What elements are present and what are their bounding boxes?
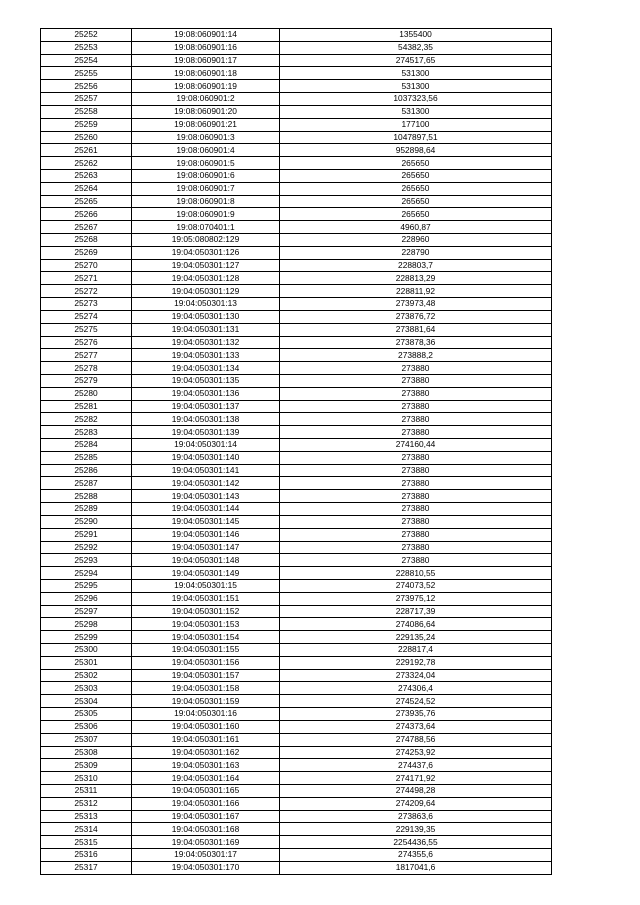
cadastral-number-cell: 19:04:050301:167 [132, 810, 280, 823]
table-row [41, 579, 552, 592]
cadastral-number-cell: 19:04:050301:133 [132, 349, 280, 362]
value-cell: 273880 [280, 362, 552, 375]
row-number-cell: 25301 [41, 656, 132, 669]
table-row [41, 234, 552, 247]
table-row [41, 195, 552, 208]
table-row [41, 298, 552, 311]
value-cell: 274086,64 [280, 618, 552, 631]
value-cell: 229135,24 [280, 631, 552, 644]
value-cell: 273878,36 [280, 336, 552, 349]
table-row [41, 861, 552, 874]
value-cell: 229192,78 [280, 656, 552, 669]
cadastral-number-cell: 19:04:050301:169 [132, 836, 280, 849]
table-row [41, 310, 552, 323]
row-number-cell: 25279 [41, 374, 132, 387]
row-number-cell: 25256 [41, 80, 132, 93]
row-number-cell: 25285 [41, 451, 132, 464]
value-cell: 273880 [280, 515, 552, 528]
cadastral-number-cell: 19:08:060901:5 [132, 157, 280, 170]
table-row [41, 490, 552, 503]
row-number-cell: 25262 [41, 157, 132, 170]
cadastral-number-cell: 19:04:050301:146 [132, 528, 280, 541]
table-row [41, 528, 552, 541]
value-cell: 273863,6 [280, 810, 552, 823]
table-row [41, 272, 552, 285]
table-row [41, 733, 552, 746]
row-number-cell: 25277 [41, 349, 132, 362]
row-number-cell: 25254 [41, 54, 132, 67]
value-cell: 265650 [280, 182, 552, 195]
cadastral-number-cell: 19:04:050301:134 [132, 362, 280, 375]
table-row [41, 797, 552, 810]
table-row [41, 669, 552, 682]
value-cell: 273880 [280, 477, 552, 490]
row-number-cell: 25316 [41, 849, 132, 862]
cadastral-number-cell: 19:04:050301:151 [132, 592, 280, 605]
row-number-cell: 25255 [41, 67, 132, 80]
value-cell: 228717,39 [280, 605, 552, 618]
row-number-cell: 25314 [41, 823, 132, 836]
value-cell: 273880 [280, 400, 552, 413]
table-row [41, 54, 552, 67]
value-cell: 273880 [280, 374, 552, 387]
table-row [41, 208, 552, 221]
row-number-cell: 25269 [41, 246, 132, 259]
row-number-cell: 25289 [41, 503, 132, 516]
value-cell: 265650 [280, 195, 552, 208]
row-number-cell: 25271 [41, 272, 132, 285]
table-row [41, 413, 552, 426]
row-number-cell: 25275 [41, 323, 132, 336]
row-number-cell: 25292 [41, 541, 132, 554]
cadastral-number-cell: 19:04:050301:142 [132, 477, 280, 490]
value-cell: 228811,92 [280, 285, 552, 298]
row-number-cell: 25308 [41, 746, 132, 759]
row-number-cell: 25294 [41, 567, 132, 580]
value-cell: 229139,35 [280, 823, 552, 836]
cadastral-number-cell: 19:04:050301:160 [132, 720, 280, 733]
row-number-cell: 25299 [41, 631, 132, 644]
value-cell: 1037323,56 [280, 93, 552, 106]
table-row [41, 400, 552, 413]
value-cell: 274073,52 [280, 579, 552, 592]
value-cell: 273880 [280, 413, 552, 426]
value-cell: 274498,28 [280, 784, 552, 797]
cadastral-number-cell: 19:04:050301:157 [132, 669, 280, 682]
row-number-cell: 25286 [41, 464, 132, 477]
cadastral-number-cell: 19:08:060901:17 [132, 54, 280, 67]
row-number-cell: 25265 [41, 195, 132, 208]
cadastral-number-cell: 19:04:050301:155 [132, 644, 280, 657]
cadastral-number-cell: 19:04:050301:129 [132, 285, 280, 298]
row-number-cell: 25295 [41, 579, 132, 592]
value-cell: 228960 [280, 234, 552, 247]
value-cell: 531300 [280, 105, 552, 118]
cadastral-number-cell: 19:04:050301:163 [132, 759, 280, 772]
row-number-cell: 25313 [41, 810, 132, 823]
table-row [41, 836, 552, 849]
row-number-cell: 25263 [41, 169, 132, 182]
row-number-cell: 25272 [41, 285, 132, 298]
table-row [41, 221, 552, 234]
row-number-cell: 25284 [41, 439, 132, 452]
table-row [41, 29, 552, 42]
row-number-cell: 25296 [41, 592, 132, 605]
table-row [41, 746, 552, 759]
cadastral-number-cell: 19:04:050301:135 [132, 374, 280, 387]
table-row [41, 362, 552, 375]
cadastral-number-cell: 19:04:050301:15 [132, 579, 280, 592]
table-row [41, 695, 552, 708]
row-number-cell: 25252 [41, 29, 132, 42]
row-number-cell: 25253 [41, 41, 132, 54]
cadastral-number-cell: 19:04:050301:144 [132, 503, 280, 516]
value-cell: 177100 [280, 118, 552, 131]
cadastral-number-cell: 19:04:050301:140 [132, 451, 280, 464]
table-row [41, 503, 552, 516]
row-number-cell: 25293 [41, 554, 132, 567]
cadastral-number-cell: 19:08:060901:19 [132, 80, 280, 93]
cadastral-number-cell: 19:08:060901:16 [132, 41, 280, 54]
table-row [41, 541, 552, 554]
row-number-cell: 25288 [41, 490, 132, 503]
value-cell: 274306,4 [280, 682, 552, 695]
value-cell: 273324,04 [280, 669, 552, 682]
row-number-cell: 25305 [41, 708, 132, 721]
value-cell: 273881,64 [280, 323, 552, 336]
table-row [41, 708, 552, 721]
value-cell: 274437,6 [280, 759, 552, 772]
row-number-cell: 25291 [41, 528, 132, 541]
cadastral-number-cell: 19:04:050301:16 [132, 708, 280, 721]
cadastral-number-cell: 19:08:060901:21 [132, 118, 280, 131]
cadastral-number-cell: 19:04:050301:17 [132, 849, 280, 862]
row-number-cell: 25282 [41, 413, 132, 426]
cadastral-number-cell: 19:04:050301:127 [132, 259, 280, 272]
table-row [41, 554, 552, 567]
row-number-cell: 25287 [41, 477, 132, 490]
cadastral-number-cell: 19:04:050301:162 [132, 746, 280, 759]
value-cell: 273975,12 [280, 592, 552, 605]
cadastral-number-cell: 19:04:050301:145 [132, 515, 280, 528]
table-row [41, 567, 552, 580]
row-number-cell: 25302 [41, 669, 132, 682]
value-cell: 273880 [280, 541, 552, 554]
value-cell: 273973,48 [280, 298, 552, 311]
value-cell: 273880 [280, 387, 552, 400]
cadastral-number-cell: 19:04:050301:154 [132, 631, 280, 644]
table-row [41, 426, 552, 439]
cadastral-number-cell: 19:04:050301:137 [132, 400, 280, 413]
row-number-cell: 25267 [41, 221, 132, 234]
value-cell: 1817041,6 [280, 861, 552, 874]
value-cell: 1047897,51 [280, 131, 552, 144]
table-row [41, 144, 552, 157]
table-row [41, 644, 552, 657]
cadastral-number-cell: 19:04:050301:161 [132, 733, 280, 746]
value-cell: 265650 [280, 208, 552, 221]
row-number-cell: 25283 [41, 426, 132, 439]
table-row [41, 784, 552, 797]
value-cell: 228813,29 [280, 272, 552, 285]
value-cell: 273876,72 [280, 310, 552, 323]
cadastral-number-cell: 19:04:050301:139 [132, 426, 280, 439]
value-cell: 273880 [280, 464, 552, 477]
table-row [41, 259, 552, 272]
data-table [40, 28, 552, 875]
row-number-cell: 25300 [41, 644, 132, 657]
table-row [41, 823, 552, 836]
row-number-cell: 25303 [41, 682, 132, 695]
table-row [41, 118, 552, 131]
row-number-cell: 25312 [41, 797, 132, 810]
table-row [41, 336, 552, 349]
cadastral-number-cell: 19:04:050301:168 [132, 823, 280, 836]
value-cell: 265650 [280, 157, 552, 170]
value-cell: 273880 [280, 503, 552, 516]
cadastral-number-cell: 19:04:050301:143 [132, 490, 280, 503]
row-number-cell: 25317 [41, 861, 132, 874]
value-cell: 228803,7 [280, 259, 552, 272]
cadastral-number-cell: 19:04:050301:156 [132, 656, 280, 669]
table-row [41, 810, 552, 823]
value-cell: 274355,6 [280, 849, 552, 862]
value-cell: 952898,64 [280, 144, 552, 157]
value-cell: 273880 [280, 554, 552, 567]
table-row [41, 618, 552, 631]
cadastral-number-cell: 19:04:050301:147 [132, 541, 280, 554]
value-cell: 4960,87 [280, 221, 552, 234]
table-row [41, 631, 552, 644]
value-cell: 274788,56 [280, 733, 552, 746]
cadastral-number-cell: 19:04:050301:149 [132, 567, 280, 580]
cadastral-number-cell: 19:04:050301:141 [132, 464, 280, 477]
cadastral-number-cell: 19:04:050301:138 [132, 413, 280, 426]
cadastral-number-cell: 19:04:050301:130 [132, 310, 280, 323]
cadastral-number-cell: 19:04:050301:14 [132, 439, 280, 452]
value-cell: 273880 [280, 490, 552, 503]
table-row [41, 131, 552, 144]
row-number-cell: 25297 [41, 605, 132, 618]
value-cell: 274171,92 [280, 772, 552, 785]
cadastral-number-cell: 19:04:050301:136 [132, 387, 280, 400]
cadastral-number-cell: 19:08:060901:6 [132, 169, 280, 182]
row-number-cell: 25268 [41, 234, 132, 247]
cadastral-number-cell: 19:04:050301:131 [132, 323, 280, 336]
cadastral-number-cell: 19:04:050301:170 [132, 861, 280, 874]
table-row [41, 656, 552, 669]
cadastral-number-cell: 19:04:050301:159 [132, 695, 280, 708]
table-row [41, 157, 552, 170]
table-row [41, 849, 552, 862]
table-body [41, 29, 552, 875]
value-cell: 274373,64 [280, 720, 552, 733]
cadastral-number-cell: 19:08:060901:7 [132, 182, 280, 195]
cadastral-number-cell: 19:08:060901:3 [132, 131, 280, 144]
cadastral-number-cell: 19:08:060901:20 [132, 105, 280, 118]
value-cell: 274160,44 [280, 439, 552, 452]
table-row [41, 285, 552, 298]
row-number-cell: 25281 [41, 400, 132, 413]
row-number-cell: 25274 [41, 310, 132, 323]
value-cell: 273880 [280, 426, 552, 439]
cadastral-number-cell: 19:04:050301:166 [132, 797, 280, 810]
table-row [41, 67, 552, 80]
row-number-cell: 25264 [41, 182, 132, 195]
cadastral-number-cell: 19:08:060901:8 [132, 195, 280, 208]
cadastral-number-cell: 19:08:070401:1 [132, 221, 280, 234]
cadastral-number-cell: 19:08:060901:9 [132, 208, 280, 221]
row-number-cell: 25315 [41, 836, 132, 849]
value-cell: 273935,76 [280, 708, 552, 721]
table-row [41, 182, 552, 195]
cadastral-number-cell: 19:05:080802:129 [132, 234, 280, 247]
row-number-cell: 25307 [41, 733, 132, 746]
row-number-cell: 25270 [41, 259, 132, 272]
table-row [41, 169, 552, 182]
cadastral-number-cell: 19:04:050301:152 [132, 605, 280, 618]
cadastral-number-cell: 19:04:050301:164 [132, 772, 280, 785]
value-cell: 531300 [280, 67, 552, 80]
value-cell: 2254436,55 [280, 836, 552, 849]
table-row [41, 451, 552, 464]
row-number-cell: 25298 [41, 618, 132, 631]
value-cell: 54382,35 [280, 41, 552, 54]
value-cell: 274524,52 [280, 695, 552, 708]
row-number-cell: 25259 [41, 118, 132, 131]
row-number-cell: 25273 [41, 298, 132, 311]
table-row [41, 464, 552, 477]
row-number-cell: 25266 [41, 208, 132, 221]
table-row [41, 720, 552, 733]
value-cell: 228790 [280, 246, 552, 259]
cadastral-number-cell: 19:04:050301:148 [132, 554, 280, 567]
cadastral-number-cell: 19:08:060901:2 [132, 93, 280, 106]
table-row [41, 605, 552, 618]
row-number-cell: 25278 [41, 362, 132, 375]
row-number-cell: 25310 [41, 772, 132, 785]
cadastral-number-cell: 19:04:050301:158 [132, 682, 280, 695]
value-cell: 228810,55 [280, 567, 552, 580]
table-row [41, 374, 552, 387]
value-cell: 228817,4 [280, 644, 552, 657]
table-row [41, 682, 552, 695]
table-row [41, 592, 552, 605]
table-row [41, 439, 552, 452]
cadastral-number-cell: 19:04:050301:128 [132, 272, 280, 285]
row-number-cell: 25311 [41, 784, 132, 797]
cadastral-number-cell: 19:04:050301:132 [132, 336, 280, 349]
value-cell: 274253,92 [280, 746, 552, 759]
cadastral-number-cell: 19:08:060901:18 [132, 67, 280, 80]
row-number-cell: 25280 [41, 387, 132, 400]
table-row [41, 246, 552, 259]
row-number-cell: 25257 [41, 93, 132, 106]
value-cell: 531300 [280, 80, 552, 93]
value-cell: 1355400 [280, 29, 552, 42]
row-number-cell: 25290 [41, 515, 132, 528]
cadastral-number-cell: 19:08:060901:14 [132, 29, 280, 42]
cadastral-number-cell: 19:04:050301:13 [132, 298, 280, 311]
table-row [41, 515, 552, 528]
cadastral-number-cell: 19:04:050301:126 [132, 246, 280, 259]
table-row [41, 477, 552, 490]
table-row [41, 80, 552, 93]
row-number-cell: 25261 [41, 144, 132, 157]
value-cell: 273880 [280, 528, 552, 541]
row-number-cell: 25258 [41, 105, 132, 118]
table-row [41, 387, 552, 400]
table-row [41, 93, 552, 106]
table-row [41, 772, 552, 785]
value-cell: 265650 [280, 169, 552, 182]
value-cell: 273888,2 [280, 349, 552, 362]
row-number-cell: 25304 [41, 695, 132, 708]
table-row [41, 323, 552, 336]
value-cell: 274517,65 [280, 54, 552, 67]
table-row [41, 41, 552, 54]
cadastral-number-cell: 19:04:050301:165 [132, 784, 280, 797]
row-number-cell: 25276 [41, 336, 132, 349]
cadastral-number-cell: 19:08:060901:4 [132, 144, 280, 157]
row-number-cell: 25260 [41, 131, 132, 144]
table-row [41, 105, 552, 118]
row-number-cell: 25306 [41, 720, 132, 733]
table-row [41, 349, 552, 362]
value-cell: 273880 [280, 451, 552, 464]
document-page [40, 28, 551, 875]
row-number-cell: 25309 [41, 759, 132, 772]
cadastral-number-cell: 19:04:050301:153 [132, 618, 280, 631]
value-cell: 274209,64 [280, 797, 552, 810]
table-row [41, 759, 552, 772]
